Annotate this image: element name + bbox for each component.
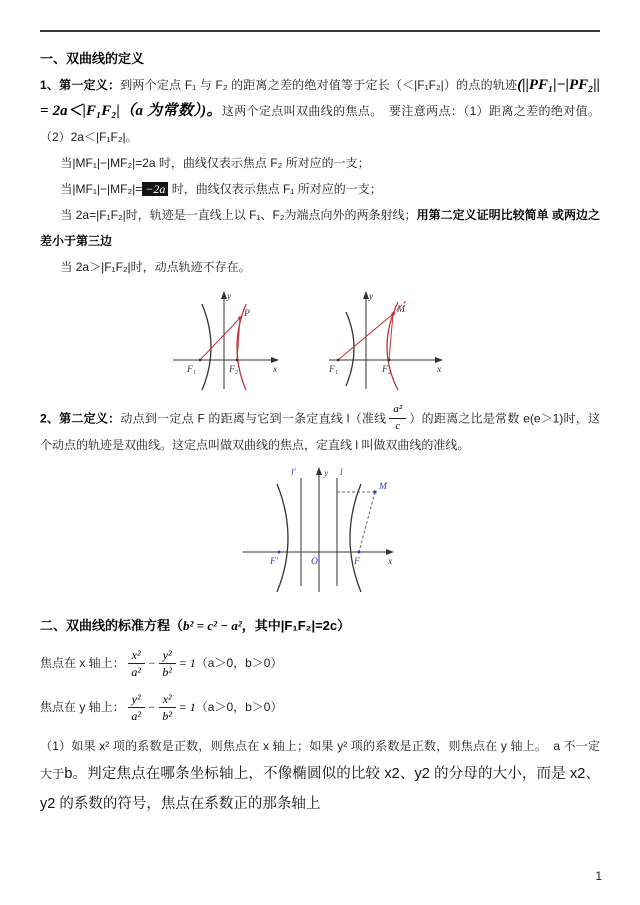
x-axis-arrow-icon <box>386 549 394 555</box>
label-m: M <box>379 482 387 493</box>
hyperbola-diagram-left <box>170 288 282 394</box>
para-second-definition <box>40 404 600 458</box>
label-y: y <box>324 469 329 480</box>
para-case4 <box>40 254 600 280</box>
equation-condition: （a＞0，b＞0） <box>195 656 283 671</box>
label-m: M <box>397 305 405 315</box>
case2-pre: 当|MF₁|−|MF₂|= <box>60 182 143 196</box>
label-f1: F₁ <box>187 365 197 375</box>
x-axis-arrow-icon <box>435 357 443 363</box>
label-o: O <box>311 557 318 568</box>
point-f2 <box>236 359 239 362</box>
case4-text: 当 2a＞|F₁F₂|时，动点轨迹不存在。 <box>60 260 251 274</box>
first-definition-after-formula: 这两个定点叫双曲线的焦点。 要注意两点：（1）距离之差的绝对值。（2）2a＜|F₁F₂|。 <box>40 104 600 144</box>
second-definition-label: 2、第二定义： <box>40 411 121 426</box>
fraction-denominator: b² <box>162 665 172 680</box>
label-x: x <box>388 557 393 568</box>
heading-pre: 二、双曲线的标准方程（ <box>40 618 184 634</box>
fraction-denominator: a² <box>131 665 141 680</box>
fraction-numerator: a² <box>389 404 406 419</box>
first-definition-text: 到两个定点 F₁ 与 F₂ 的距离之差的绝对值等于定长（＜|F₁F₂|）的点的轨迹 <box>120 78 518 92</box>
label-x: x <box>437 365 442 375</box>
label-y: y <box>227 292 232 302</box>
fraction-x2-b2 <box>159 693 176 723</box>
fraction-numerator: y² <box>128 693 145 709</box>
minus-operator: − <box>147 700 156 715</box>
hyperbola-diagram-right <box>326 288 446 394</box>
point-f1 <box>199 359 202 362</box>
point-m <box>391 312 394 315</box>
fraction-denominator: b² <box>162 709 172 724</box>
label-l: l <box>340 468 343 479</box>
case2-post: 时，曲线仅表示焦点 F₁ 所对应的一支； <box>168 182 382 196</box>
x-axis-arrow-icon <box>271 357 279 363</box>
point-p <box>238 316 241 319</box>
point-f2 <box>388 359 391 362</box>
fraction-denominator: c <box>395 419 401 432</box>
y-axis-arrow-icon <box>316 467 322 475</box>
hyperbola-directrix-diagram <box>241 462 399 600</box>
point-f <box>358 551 361 554</box>
label-l-prime: l′ <box>291 468 296 479</box>
fraction-numerator: x² <box>159 693 176 709</box>
diagram-row-first-definition <box>28 288 588 394</box>
directrix-fraction <box>389 404 406 432</box>
hyperbola-right-branch <box>350 484 361 592</box>
equation-focus-x-axis <box>40 643 600 683</box>
note-emphasized-text: b。判定焦点在哪条坐标轴上，不像椭圆似的比较 x2、y2 的分母的大小，而是 x2、y2 的系数的符号，焦点在系数正的那条轴上 <box>40 766 600 813</box>
point-f1 <box>337 359 340 362</box>
equation-label: 焦点在 y 轴上： <box>40 700 125 715</box>
para-coefficient-note <box>40 733 600 819</box>
para-case1 <box>40 150 600 176</box>
section1-heading: 一、双曲线的定义 <box>40 51 145 66</box>
label-f2: F₂ <box>382 365 392 375</box>
note-normal-text: （1）如果 x² 项的系数是正数，则焦点在 x 轴上；如果 y² 项的系数是正数，则焦点在 y 轴上。 a 不一定大于 <box>40 739 600 782</box>
fraction-y2-a2 <box>128 693 145 723</box>
label-f1: F₁ <box>329 365 339 375</box>
case3-text: 当 2a=|F₁F₂|时，轨迹是一直线上以 F₁、F₂为端点向外的两条射线； <box>60 208 417 222</box>
label-y: y <box>369 292 374 302</box>
para-case3 <box>40 202 600 254</box>
label-f: F <box>354 557 360 568</box>
page-number: 1 <box>595 869 602 883</box>
second-definition-post: ）的距离之比是常数 e(e＞1)时，这个动点的轨迹是双曲线。这定点叫做双曲线的焦点，定直线 l 叫做双曲线的准线。 <box>40 411 601 453</box>
heading-post: ，其中|F₁F₂|=2c） <box>241 618 351 634</box>
dashed-m-to-focus <box>359 492 375 552</box>
label-x: x <box>273 365 278 375</box>
fraction-y2-b2 <box>159 649 176 679</box>
equals-one: = 1 <box>178 700 196 715</box>
first-definition-label: 1、第一定义： <box>40 78 121 92</box>
segment-f1-p <box>200 318 240 360</box>
section2-heading <box>40 613 600 639</box>
minus-operator: − <box>147 656 156 671</box>
fraction-numerator: x² <box>128 649 145 665</box>
para-first-definition <box>40 72 600 150</box>
equation-focus-y-axis <box>40 687 600 727</box>
first-definition-formula: (||PF₁|−|PF₂|| = 2a＜|F₁F₂|（a 为常数）)。 <box>40 77 600 119</box>
hyperbola-left-branch <box>202 304 211 390</box>
equation-label: 焦点在 x 轴上： <box>40 656 125 671</box>
fraction-x2-a2 <box>128 649 145 679</box>
label-p: P <box>244 309 250 319</box>
hyperbola-left-branch <box>277 484 288 592</box>
fraction-numerator: y² <box>159 649 176 665</box>
case2-highlight: −2a <box>142 182 168 196</box>
hyperbola-left-branch <box>346 312 354 386</box>
diagram-second-definition-wrap <box>40 462 600 605</box>
case3-bold-text: 用第二定义证明比较简单 或两边之差小于第三边 <box>40 208 600 248</box>
para-case2 <box>40 176 600 202</box>
second-definition-pre: 动点到一定点 F 的距离与它到一条定直线 l（准线 <box>120 411 387 426</box>
point-m <box>374 491 377 494</box>
point-f-prime <box>278 551 281 554</box>
equals-one: = 1 <box>178 656 196 671</box>
case1-text: 当|MF₁|−|MF₂|=2a 时，曲线仅表示焦点 F₂ 所对应的一支； <box>60 156 370 170</box>
label-f-prime: F′ <box>270 557 278 568</box>
label-f2: F₂ <box>229 365 239 375</box>
equation-condition: （a＞0，b＞0） <box>195 700 283 715</box>
top-divider <box>40 30 600 32</box>
heading-math: b² = c² − a² <box>183 618 242 634</box>
fraction-denominator: a² <box>131 709 141 724</box>
